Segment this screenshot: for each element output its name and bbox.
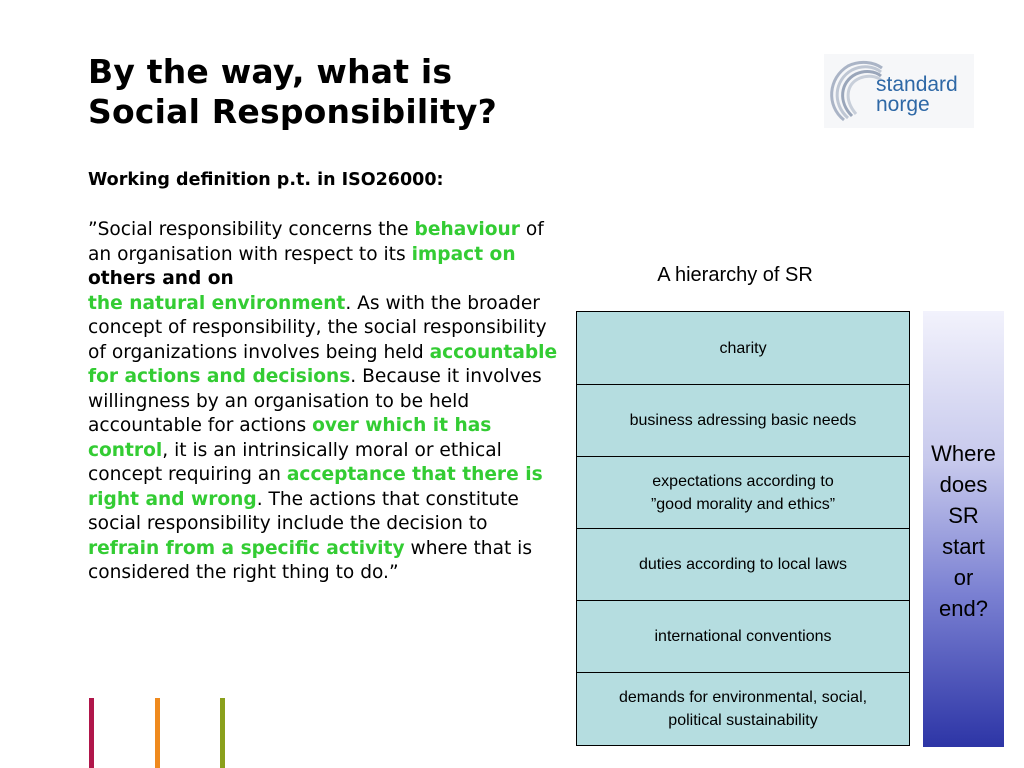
def-text-4: . Because it involves willingness by an organisation to be held accountable for actions xyxy=(88,366,542,436)
side-question: Where does SR start or end? xyxy=(931,441,996,621)
definition-quote xyxy=(88,218,563,586)
logo-swirl-icon xyxy=(824,54,884,128)
hierarchy-row-local-laws xyxy=(577,529,909,601)
hierarchy-title: A hierarchy of SR xyxy=(657,264,813,286)
def-text-3: . As with the broader concept of responsibility, the social responsibility of organizations involves being held xyxy=(88,292,547,363)
title-line-2: Social Responsibility? xyxy=(88,92,497,131)
def-text-5: , it is an intrinsically moral or ethical concept requiring an xyxy=(88,439,502,485)
hierarchy-row-conventions xyxy=(577,601,909,673)
def-text-7: where that is considered the right thing to do.” xyxy=(88,537,533,583)
def-text-2: of an organisation with respect to its xyxy=(88,219,544,265)
slide-title xyxy=(88,52,608,132)
subtitle: Working definition p.t. in ISO26000: xyxy=(88,170,444,190)
gradient-side-panel xyxy=(923,311,1004,747)
hierarchy-row-label: charity xyxy=(719,339,767,357)
hierarchy-row-label: duties according to local laws xyxy=(638,556,848,573)
def-highlight-control: over which it has control xyxy=(88,415,492,461)
accent-bar-red xyxy=(89,698,94,768)
hierarchy-row-label: international conventions xyxy=(654,628,832,645)
hierarchy-row-basic-needs xyxy=(577,385,909,457)
def-highlight-behaviour: behaviour xyxy=(414,219,520,240)
hierarchy-row-label: business adressing basic needs xyxy=(629,412,857,429)
title-line-1: By the way, what is xyxy=(88,52,453,91)
accent-bar-green xyxy=(220,698,225,768)
hierarchy-row-label: expectations according to ”good morality and ethics” xyxy=(650,472,836,513)
hierarchy-row-label: demands for environmental, social, political sustainability xyxy=(618,689,868,729)
hierarchy-row-sustainability xyxy=(577,673,909,746)
def-highlight-impact: impact on xyxy=(411,243,516,265)
def-highlight-refrain: refrain from a specific activity xyxy=(88,537,405,559)
hierarchy-row-charity xyxy=(577,312,909,385)
def-text-1: ”Social responsibility concerns the xyxy=(88,219,415,240)
accent-bar-orange xyxy=(155,698,160,768)
hierarchy-row-morality xyxy=(577,457,909,529)
logo-text-standard: standard xyxy=(876,73,958,96)
def-highlight-accountable: accountable for actions and decisions xyxy=(88,341,558,387)
def-highlight-acceptance: acceptance that there is right and wrong xyxy=(88,464,543,510)
hierarchy-table xyxy=(576,311,910,746)
standard-norge-logo xyxy=(824,54,974,128)
def-highlight-environment: the natural environment xyxy=(88,292,346,314)
def-bold-others: others and on xyxy=(88,268,234,289)
logo-text-norge: norge xyxy=(876,93,930,116)
def-text-6: . The actions that constitute social responsibility include the decision to xyxy=(88,488,519,534)
